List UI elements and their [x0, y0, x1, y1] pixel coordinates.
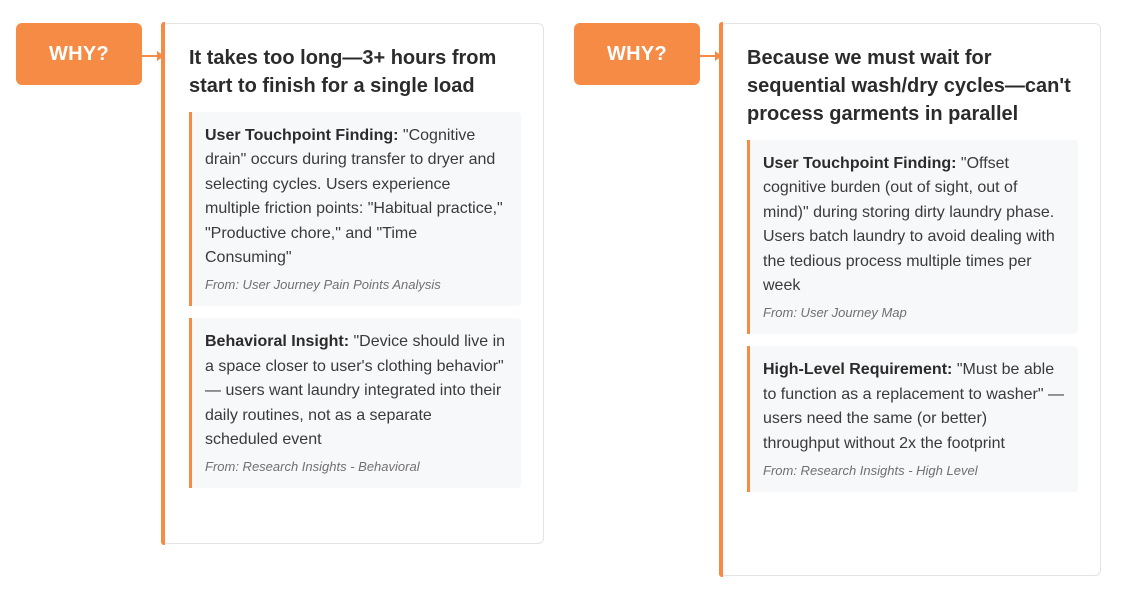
finding-accent-bar — [189, 318, 192, 488]
card-accent-bar — [161, 22, 165, 545]
finding-text — [763, 358, 1064, 456]
finding-body: "Offset cognitive burden (out of sight, out of mind)" during storing dirty laundry phase. Users batch laundry to avoid dealing with the tedious process multiple times per week — [763, 155, 1055, 295]
card-title: Because we must wait for sequential wash/dry cycles—can't process garments in parallel — [747, 47, 1071, 125]
finding-accent-bar — [189, 112, 192, 306]
finding-label: User Touchpoint Finding: — [205, 127, 399, 144]
finding-text — [205, 124, 507, 270]
finding-text — [205, 330, 507, 452]
finding-block — [747, 346, 1078, 492]
card-accent-bar — [719, 22, 723, 577]
finding-block — [189, 112, 521, 306]
finding-body: "Must be able to function as a replacement to washer" — users need the same (or better) throughput without 2x the footprint — [763, 361, 1064, 452]
finding-body: "Device should live in a space closer to user's clothing behavior" — users want laundry integrated into their daily routines, not as a separate scheduled event — [205, 333, 506, 449]
finding-source: From: Research Insights - Behavioral — [205, 459, 420, 475]
finding-accent-bar — [747, 140, 750, 334]
finding-block — [747, 140, 1078, 334]
finding-source: From: Research Insights - High Level — [763, 463, 978, 479]
why-card — [720, 23, 1101, 576]
finding-label: User Touchpoint Finding: — [763, 155, 957, 172]
why-card — [162, 23, 544, 544]
card-title: It takes too long—3+ hours from start to finish for a single load — [189, 47, 497, 97]
finding-label: High-Level Requirement: — [763, 361, 953, 379]
finding-body: "Cognitive drain" occurs during transfer to dryer and selecting cycles. Users experience multiple friction points: "Habitual practice," "Productive chore," and "Time Consuming" — [205, 127, 503, 267]
why-badge: WHY? — [16, 23, 142, 85]
finding-source: From: User Journey Map — [763, 305, 907, 321]
why-badge: WHY? — [574, 23, 700, 85]
connector-arrow — [142, 55, 162, 57]
finding-source: From: User Journey Pain Points Analysis — [205, 277, 441, 293]
finding-text — [763, 152, 1064, 298]
finding-label: Behavioral Insight: — [205, 333, 350, 351]
connector-arrow — [700, 55, 720, 57]
finding-block — [189, 318, 521, 488]
finding-accent-bar — [747, 346, 750, 492]
